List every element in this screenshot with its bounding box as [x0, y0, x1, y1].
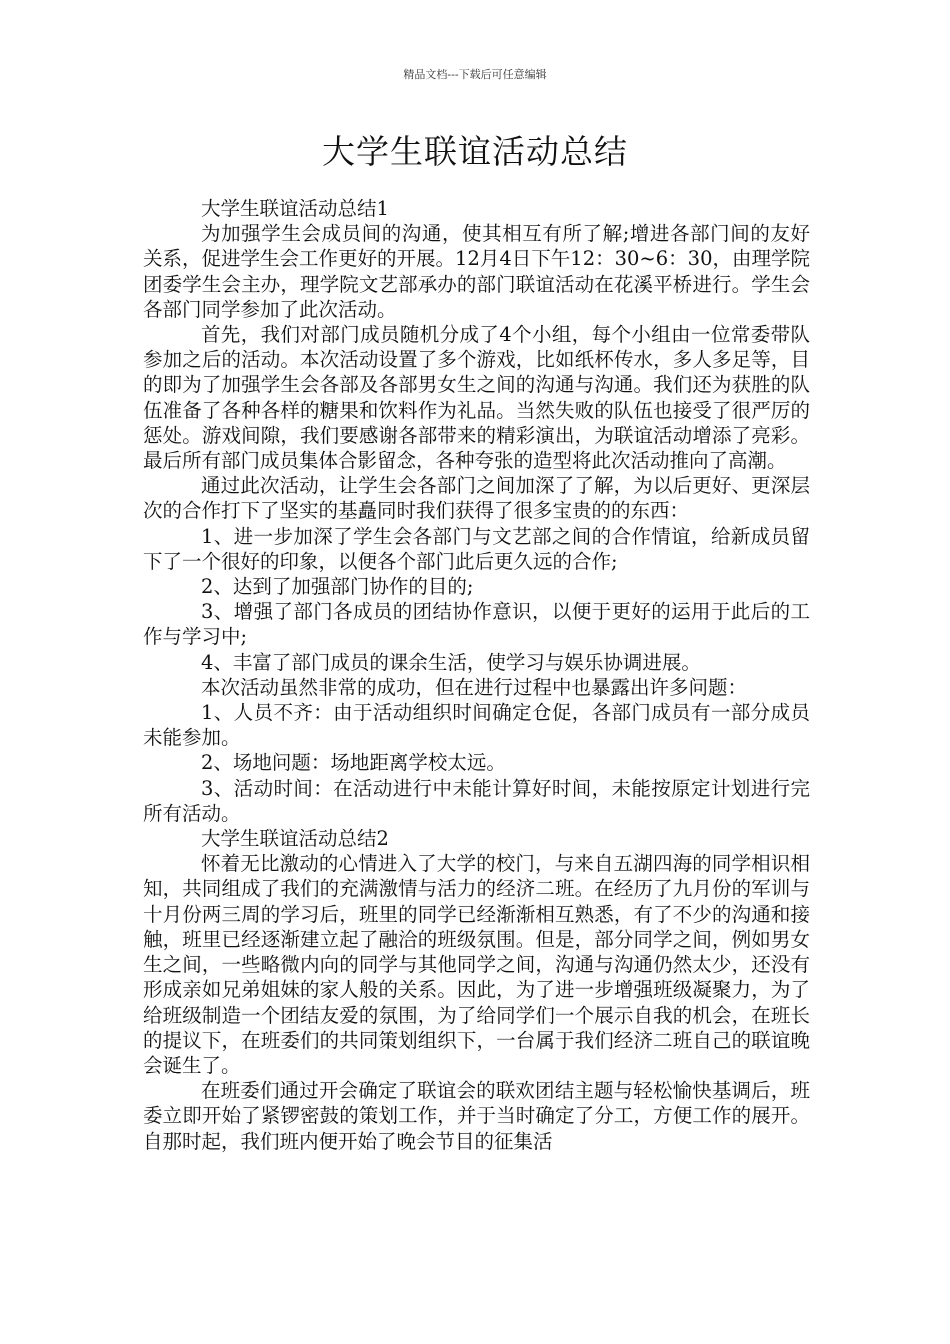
section-heading-2: 大学生联谊活动总结2: [201, 827, 389, 851]
list-item: 4、丰富了部门成员的课余生活，使学习与娱乐协调进展。: [201, 650, 701, 674]
document-title: 大学生联谊活动总结: [322, 132, 628, 171]
paragraph: 本次活动虽然非常的成功，但在进行过程中也暴露出许多问题：: [201, 675, 748, 699]
section-heading-1: 大学生联谊活动总结1: [201, 197, 389, 220]
list-item: 1、进一步加深了学生会各部门与文艺部之间的合作情谊，给新成员留下了一个很好的印象，以便各个部门此后更久远的合作;: [143, 524, 810, 573]
paragraph: 通过此次活动，让学生会各部门之间加深了了解，为以后更好、更深层次的合作打下了坚实的基矗同时我们获得了很多宝贵的的东西：: [143, 474, 810, 523]
paragraph: 为加强学生会成员间的沟通，使其相互有所了解;增进各部门间的友好关系，促进学生会工作更好的开展。12月4日下午12：30~6：30，由理学院团委学生会主办，理学院文艺部承办的部门联谊活动在花溪平桥进行。学生会各部门同学参加了此次活动。: [143, 222, 810, 321]
page-header: 精品文档---下载后可任意编辑: [403, 68, 547, 81]
list-item: 1、人员不齐：由于活动组织时间确定仓促，各部门成员有一部分成员未能参加。: [143, 701, 810, 750]
paragraph: 首先，我们对部门成员随机分成了4个小组，每个小组由一位常委带队参加之后的活动。本次活动设置了多个游戏，比如纸杯传水，多人多足等，目的即为了加强学生会各部及各部男女生之间的沟通与沟通。我们还为获胜的队伍准备了各种各样的糖果和饮料作为礼品。当然失败的队伍也接受了很严厉的惩处。游戏间隙，我们要感谢各部带来的精彩演出，为联谊活动增添了亮彩。最后所有部门成员集体合影留念，各种夸张的造型将此次活动推向了高潮。: [143, 323, 810, 473]
list-item: 2、场地问题：场地距离学校太远。: [201, 751, 506, 775]
paragraph: 怀着无比激动的心情进入了大学的校门，与来自五湖四海的同学相识相知，共同组成了我们的充满激情与活力的经济二班。在经历了九月份的军训与十月份两三周的学习后，班里的同学已经渐渐相互熟悉，有了不少的沟通和接触，班里已经逐渐建立起了融洽的班级氛围。但是，部分同学之间，例如男女生之间，一些略微内向的同学与其他同学之间，沟通与沟通仍然太少，还没有形成亲如兄弟姐妹的家人般的关系。因此，为了进一步增强班级凝聚力，为了给班级制造一个团结友爱的氛围，为了给同学们一个展示自我的机会，在班长的提议下，在班委们的共同策划组织下，一台属于我们经济二班自己的联谊晚会诞生了。: [143, 852, 810, 1077]
list-item: 3、增强了部门各成员的团结协作意识，以便于更好的运用于此后的工作与学习中;: [143, 600, 810, 649]
paragraph: 在班委们通过开会确定了联谊会的联欢团结主题与轻松愉快基调后，班委立即开始了紧锣密鼓的策划工作，并于当时确定了分工，方便工作的展开。自那时起，我们班内便开始了晚会节目的征集活: [143, 1079, 810, 1153]
list-item: 3、活动时间：在活动进行中未能计算好时间，未能按原定计划进行完所有活动。: [143, 776, 810, 825]
document-body: [143, 196, 810, 1154]
list-item: 2、达到了加强部门协作的目的;: [201, 575, 474, 599]
